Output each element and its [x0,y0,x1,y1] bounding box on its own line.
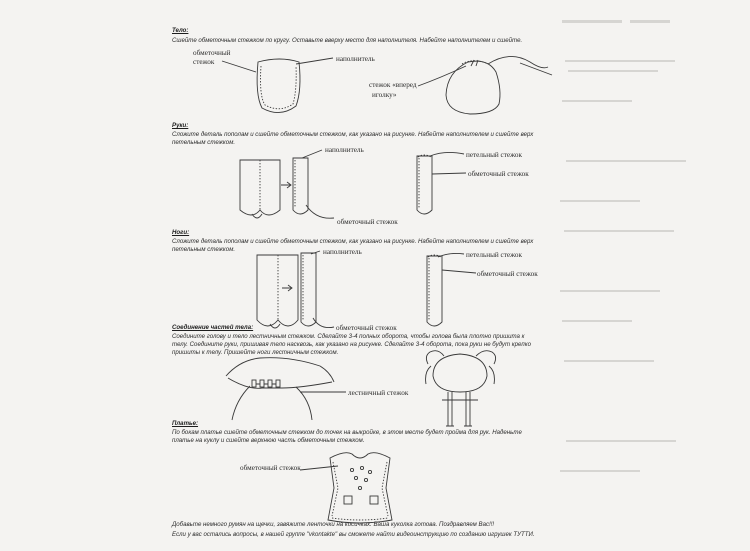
leg-finished-drawing [427,253,476,326]
label-overcast-line2: стежок [193,58,215,66]
body-closed-drawing [418,56,552,114]
footer-line-1: Добавьте немного румян на щечки, завяжите ленточки на косичках. Ваша куколка готова. Поздравляем Вас!!! [172,521,495,528]
section-title-arms: Руки: [172,122,189,129]
section-title-dress: Платье: [172,420,199,427]
label-overcast-arms-right: обметочный стежок [468,170,529,178]
section-text-dress-1: По бокам платье сшейте обметочным стежком до точек на выкройке, в этом месте будет пройма для рук. Наденьте [172,429,522,436]
arm-finished-drawing [417,152,466,214]
arm-folded-drawing [293,150,334,218]
section-text-legs-2: петельным стежком. [172,246,236,253]
section-title-legs: Ноги: [172,229,190,236]
section-text-dress-2: платье на куклу и сшейте верхнюю часть обметочным стежком. [172,437,365,444]
footer-line-2: Если у вас остались вопросы, в нашей группе "vkontakte" вы сможете найти видеоинструкцию по созданию игрушек ТУТТИ. [172,531,535,538]
label-filler-body: наполнитель [336,55,375,63]
section-text-arms-1: Сложите деталь пополам и сшейте обметочным стежком, как указано на рисунке. Набейте наполнителем и сшейте верх [172,131,534,138]
label-filler-legs: наполнитель [323,248,362,256]
label-ladder: лестничный стежок [348,389,409,397]
section-title-body: Тело: [172,27,189,34]
section-text-assembly-2: телу. Соедините руки, пришивая тело насквозь, как указано на рисунке. Сделайте 3-4 оборота, пока руки не будут крепко [172,341,532,348]
section-text-assembly-1: Соедините голову и тело лестничным стежком. Сделайте 3-4 полных оборота, чтобы голова была плотно пришита к [172,333,525,340]
section-text-arms-2: петельным стежком. [172,139,236,146]
body-open-drawing [222,58,333,113]
label-loop-legs: петельный стежок [466,251,522,259]
label-overcast-line1: обметочный [193,49,231,57]
section-text-assembly-3: пришиты к телу. Пришейте ноги лестничным стежком. [172,349,339,356]
label-filler-arms: наполнитель [325,146,364,154]
leg-flat-drawing [257,255,298,328]
label-overcast-arms-bottom: обметочный стежок [337,218,398,226]
arm-flat-drawing [240,160,291,218]
assembly-head-body-drawing [226,358,346,420]
label-running-line2: иголку» [372,91,397,99]
leg-folded-drawing [301,251,334,328]
label-overcast-legs-bottom: обметочный стежок [336,324,397,332]
label-running-line1: стежок «вперед [369,81,417,89]
label-loop-arms: петельный стежок [466,151,522,159]
section-text-body: Сшейте обметочным стежком по кругу. Оставьте вверху место для наполнителя. Набейте наполнителем и сшейте. [172,37,523,44]
dress-drawing [300,453,392,523]
assembly-doll-drawing [426,351,496,426]
label-overcast-dress: обметочный стежок [240,464,301,472]
section-text-legs-1: Сложите деталь пополам и сшейте обметочным стежком, как указано на рисунке. Набейте наполнителем и сшейте верх [172,238,534,245]
label-overcast-legs-right: обметочный стежок [477,270,538,278]
section-title-assembly: Соединение частей тела: [172,324,254,331]
